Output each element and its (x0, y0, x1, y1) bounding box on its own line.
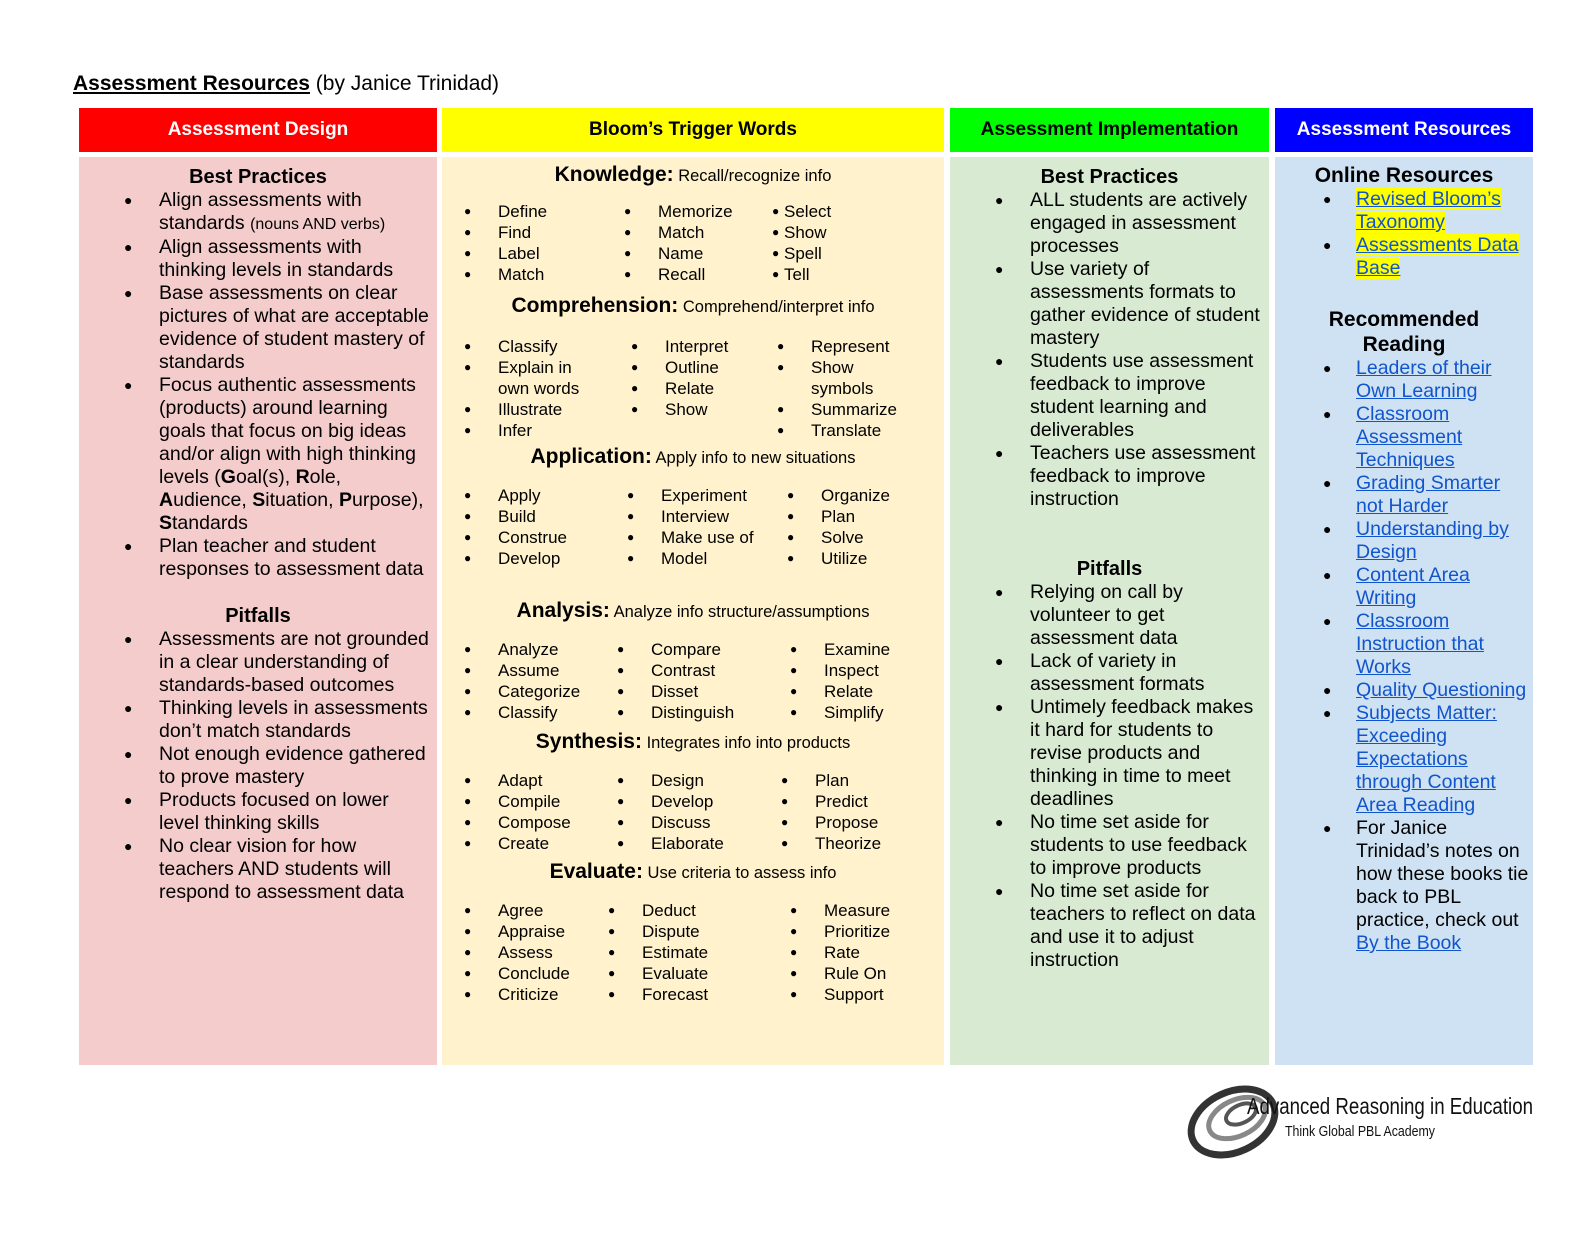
bloom-trigger-word: ● Prioritize (788, 921, 928, 942)
list-item (1275, 403, 1533, 472)
bloom-trigger-word: ● Forecast (606, 984, 746, 1005)
bloom-trigger-word: ● Relate (629, 378, 769, 399)
bloom-trigger-word: ● Apply (462, 485, 602, 506)
bloom-section (442, 860, 944, 1004)
bloom-trigger-word: ● Measure (788, 900, 928, 921)
bloom-trigger-word: ● Utilize (785, 548, 925, 569)
online-resources-list (1275, 188, 1533, 280)
list-item: ● Align assessments with thinking levels in standards (79, 236, 437, 282)
bloom-trigger-word: ● Compile (462, 791, 602, 812)
bloom-trigger-word: ● Make use of (625, 527, 765, 548)
bloom-trigger-word: ● Translate (775, 420, 915, 441)
bloom-trigger-word: ● Show symbols (775, 357, 915, 399)
link-classroom-instruction-that-works[interactable]: Classroom Instruction that Works (1356, 610, 1484, 678)
bloom-level-description: Integrates info into products (641, 734, 851, 752)
bloom-section (442, 445, 944, 568)
bloom-level-name: Analysis: (516, 599, 610, 622)
bloom-trigger-word: ● Evaluate (606, 963, 746, 984)
bloom-level-description: Use criteria to assess info (642, 864, 837, 882)
bloom-word-column (775, 336, 915, 441)
list-item-suffix: (nouns AND verbs) (250, 216, 386, 233)
bloom-trigger-word: ● Assume (462, 660, 602, 681)
header-assessment-resources: Assessment Resources (1275, 108, 1533, 152)
bloom-trigger-word: ● Experiment (625, 485, 765, 506)
link-grading-smarter-not-harder[interactable]: Grading Smarter not Harder (1356, 472, 1501, 517)
bloom-word-column (462, 201, 602, 285)
page-title-main: Assessment Resources (73, 72, 310, 95)
gras-word: urpose), (352, 489, 424, 511)
list-item: ● ALL students are actively engaged in assessment processes (950, 189, 1269, 258)
bloom-trigger-word: ● Infer (462, 420, 582, 441)
bloom-trigger-word: ● Tell (772, 264, 912, 285)
bloom-trigger-word: ● Plan (779, 770, 919, 791)
bloom-trigger-word: ● Develop (615, 791, 755, 812)
list-item: ● Students use assessment feedback to improve student learning and deliverables (950, 350, 1269, 442)
column-assessment-implementation (950, 157, 1269, 1065)
list-item (1275, 564, 1533, 610)
bloom-trigger-word: ● Rate (788, 942, 928, 963)
bloom-trigger-word: ● Classify (462, 336, 582, 357)
bloom-trigger-word: ● Appraise (462, 921, 602, 942)
list-item: ● Products focused on lower level thinking skills (79, 789, 437, 835)
bloom-trigger-word: ● Agree (462, 900, 602, 921)
list-item: ● No clear vision for how teachers AND students will respond to assessment data (79, 835, 437, 904)
recommended-reading-title: Recommended Reading (1328, 308, 1480, 356)
bloom-level-description: Apply info to new situations (651, 449, 856, 467)
bloom-level-description: Comprehend/interpret info (678, 298, 875, 316)
list-item: ● Teachers use assessment feedback to improve instruction (950, 442, 1269, 511)
bloom-trigger-word: ● Interview (625, 506, 765, 527)
logo-tagline: Think Global PBL Academy (1285, 1123, 1436, 1140)
list-item: ● Use variety of assessments formats to gather evidence of student mastery (950, 258, 1269, 350)
bloom-word-column (772, 201, 912, 285)
bloom-trigger-word: ● Assess (462, 942, 602, 963)
list-item (1275, 472, 1533, 518)
bloom-trigger-word: ● Match (462, 264, 602, 285)
bloom-trigger-word: ● Examine (788, 639, 928, 660)
bloom-trigger-word: ● Find (462, 222, 602, 243)
list-item: ● Thinking levels in assessments don’t match standards (79, 697, 437, 743)
bloom-trigger-word: ● Elaborate (615, 833, 755, 854)
bloom-word-column (462, 639, 602, 723)
bloom-level-description: Analyze info structure/assumptions (609, 603, 870, 621)
link-understanding-by-design[interactable]: Understanding by Design (1356, 518, 1509, 563)
list-item: ● Lack of variety in assessment formats (950, 650, 1269, 696)
gras-letter: S (252, 489, 266, 511)
bloom-trigger-word: ● Label (462, 243, 602, 264)
bloom-trigger-word: ● Organize (785, 485, 925, 506)
bloom-trigger-word: ● Design (615, 770, 755, 791)
gras-letter: S (159, 512, 173, 534)
bloom-section-heading (442, 163, 944, 187)
bloom-word-column (462, 336, 582, 441)
bloom-level-name: Synthesis: (535, 730, 642, 753)
list-item: ● Relying on call by volunteer to get assessment data (950, 581, 1269, 650)
online-resources-title: Online Resources (1314, 164, 1494, 187)
design-pitfalls-list (79, 628, 437, 904)
bloom-trigger-word: ● Distinguish (615, 702, 755, 723)
bloom-word-column (615, 639, 755, 723)
bloom-trigger-word: ● Define (462, 201, 602, 222)
bloom-trigger-word: ● Simplify (788, 702, 928, 723)
header-assessment-implementation: Assessment Implementation (950, 108, 1269, 152)
gras-letter: G (220, 466, 236, 488)
bloom-level-name: Knowledge: (554, 163, 674, 186)
bloom-trigger-word: ● Summarize (775, 399, 915, 420)
list-item: ● Untimely feedback makes it hard for students to revise products and thinking in time to meet deadlines (950, 696, 1269, 811)
bloom-trigger-word: ● Classify (462, 702, 602, 723)
bloom-trigger-word: ● Rule On (788, 963, 928, 984)
bloom-trigger-word: ● Support (788, 984, 928, 1005)
impl-best-practices-list (950, 189, 1269, 511)
bloom-trigger-word: ● Categorize (462, 681, 602, 702)
gras-word: ituation, (265, 489, 339, 511)
list-item: ● No time set aside for teachers to reflect on data and use it to adjust instruction (950, 880, 1269, 972)
bloom-trigger-word: ● Name (622, 243, 762, 264)
list-item (1275, 702, 1533, 817)
bloom-trigger-word: ● Analyze (462, 639, 602, 660)
bloom-level-name: Application: (530, 445, 652, 468)
bloom-trigger-word: ● Inspect (788, 660, 928, 681)
gras-letter: A (159, 489, 174, 511)
bloom-section (442, 294, 944, 440)
impl-pitfalls-list (950, 581, 1269, 972)
list-item: ● Plan teacher and student responses to assessment data (79, 535, 437, 581)
column-assessment-resources (1275, 157, 1533, 1065)
list-item: ● No time set aside for students to use feedback to improve products (950, 811, 1269, 880)
bloom-trigger-word: ● Compose (462, 812, 602, 833)
bloom-trigger-word: ● Explain in own words (462, 357, 582, 399)
bloom-word-column (779, 770, 919, 854)
bloom-trigger-word: ● Plan (785, 506, 925, 527)
link-content-area-writing[interactable]: Content Area Writing (1356, 564, 1470, 609)
bloom-trigger-word: ● Discuss (615, 812, 755, 833)
bloom-word-column (788, 639, 928, 723)
column-assessment-design (79, 157, 437, 1065)
logo-name: Advanced Reasoning in Education (1247, 1093, 1533, 1119)
bloom-trigger-word: ● Represent (775, 336, 915, 357)
list-item: ● Base assessments on clear pictures of what are acceptable evidence of student mastery of standards (79, 282, 437, 374)
gras-word: udience, (173, 489, 253, 511)
bloom-trigger-word: ● Adapt (462, 770, 602, 791)
bloom-trigger-word: ● Predict (779, 791, 919, 812)
list-item (1275, 679, 1533, 702)
bloom-word-column (622, 201, 762, 285)
bloom-trigger-word: ● Recall (622, 264, 762, 285)
bloom-trigger-word: ● Show (772, 222, 912, 243)
bloom-section-heading (442, 860, 944, 884)
bloom-trigger-word: ● Interpret (629, 336, 769, 357)
bloom-trigger-word: ● Criticize (462, 984, 602, 1005)
bloom-word-column (629, 336, 769, 420)
bloom-trigger-word: ● Create (462, 833, 602, 854)
gras-word: oal(s), (235, 466, 296, 488)
bloom-word-column (606, 900, 746, 1005)
bloom-word-column (462, 770, 602, 854)
bloom-section-heading (442, 445, 944, 469)
bloom-word-column (625, 485, 765, 569)
design-best-practices-list (79, 189, 437, 581)
bloom-trigger-word: ● Deduct (606, 900, 746, 921)
recommended-reading-list (1275, 357, 1533, 955)
gras-word: tandards (172, 512, 248, 534)
bloom-trigger-word: ● Disset (615, 681, 755, 702)
bloom-word-column (615, 770, 755, 854)
bloom-trigger-word: ● Model (625, 548, 765, 569)
bloom-level-name: Evaluate: (549, 860, 643, 883)
impl-best-practices-title: Best Practices (1040, 166, 1179, 188)
header-assessment-design: Assessment Design (79, 108, 437, 152)
bloom-section-heading (442, 294, 944, 318)
bloom-trigger-word: ● Select (772, 201, 912, 222)
bloom-section-heading (442, 599, 944, 623)
logo-swirl-icon (1185, 1078, 1535, 1163)
bloom-trigger-word: ● Contrast (615, 660, 755, 681)
bloom-trigger-word: ● Theorize (779, 833, 919, 854)
bloom-section (442, 163, 944, 284)
header-blooms-trigger-words: Bloom’s Trigger Words (442, 108, 944, 152)
bloom-trigger-word: ● Show (629, 399, 769, 420)
link-quality-questioning[interactable]: Quality Questioning (1356, 679, 1527, 701)
bloom-trigger-word: ● Spell (772, 243, 912, 264)
list-item (1275, 518, 1533, 564)
bloom-trigger-word: ● Propose (779, 812, 919, 833)
bloom-level-description: Recall/recognize info (673, 167, 832, 185)
design-pitfalls-title: Pitfalls (225, 605, 291, 627)
bloom-trigger-word: ● Match (622, 222, 762, 243)
bloom-word-column (462, 900, 602, 1005)
gras-word: ole, (309, 466, 342, 488)
bloom-trigger-word: ● Conclude (462, 963, 602, 984)
bloom-trigger-word: ● Solve (785, 527, 925, 548)
bloom-section-heading (442, 730, 944, 754)
list-item (1275, 610, 1533, 679)
link-subjects-matter[interactable]: Subjects Matter: Exceeding Expectations through Content Area Reading (1356, 702, 1497, 816)
gras-letter: R (295, 466, 310, 488)
column-blooms-trigger-words (442, 157, 944, 1065)
list-item (1275, 357, 1533, 403)
bloom-word-column (788, 900, 928, 1005)
link-classroom-assessment-techniques[interactable]: Classroom Assessment Techniques (1356, 403, 1463, 471)
list-item: ● Assessments are not grounded in a clear understanding of standards-based outcomes (79, 628, 437, 697)
link-revised-blooms-taxonomy[interactable]: Revised Bloom’s Taxonomy (1356, 188, 1501, 233)
bloom-trigger-word: ● Construe (462, 527, 602, 548)
list-item: ● Focus authentic assessments (products) around learning goals that focus on big ideas and/or align with high thinking levels (Goal(s), Role, Audience, Situation, Purpose), Standards (79, 374, 437, 535)
link-leaders-of-their-own-learning[interactable]: Leaders of their Own Learning (1356, 357, 1492, 402)
bloom-trigger-word: ● Relate (788, 681, 928, 702)
bloom-level-name: Comprehension: (511, 294, 679, 317)
bloom-section (442, 599, 944, 722)
bloom-trigger-word: ● Memorize (622, 201, 762, 222)
note-text: For Janice Trinidad’s notes on how these books tie back to PBL practice, check out (1356, 817, 1529, 931)
impl-pitfalls-title: Pitfalls (1076, 558, 1143, 580)
list-item (1275, 817, 1533, 955)
bloom-trigger-word: ● Illustrate (462, 399, 582, 420)
bloom-trigger-word: ● Dispute (606, 921, 746, 942)
bloom-trigger-word: ● Compare (615, 639, 755, 660)
gras-letter: P (338, 489, 352, 511)
list-item (1275, 234, 1533, 280)
list-item: ● Align assessments with standards (nouns AND verbs) (79, 189, 437, 236)
bloom-section (442, 730, 944, 853)
list-item: ● Not enough evidence gathered to prove mastery (79, 743, 437, 789)
page-title-byline: (by Janice Trinidad) (309, 72, 500, 95)
design-best-practices-title: Best Practices (189, 166, 327, 188)
page-title (73, 72, 499, 96)
list-item (1275, 188, 1533, 234)
advanced-reasoning-logo (1185, 1078, 1535, 1163)
bloom-trigger-word: ● Develop (462, 548, 602, 569)
bloom-word-column (462, 485, 602, 569)
bloom-trigger-word: ● Outline (629, 357, 769, 378)
link-assessments-data-base[interactable]: Assessments Data Base (1356, 234, 1519, 279)
bloom-trigger-word: ● Estimate (606, 942, 746, 963)
bloom-word-column (785, 485, 925, 569)
link-by-the-book[interactable]: By the Book (1356, 932, 1462, 954)
bloom-trigger-word: ● Build (462, 506, 602, 527)
